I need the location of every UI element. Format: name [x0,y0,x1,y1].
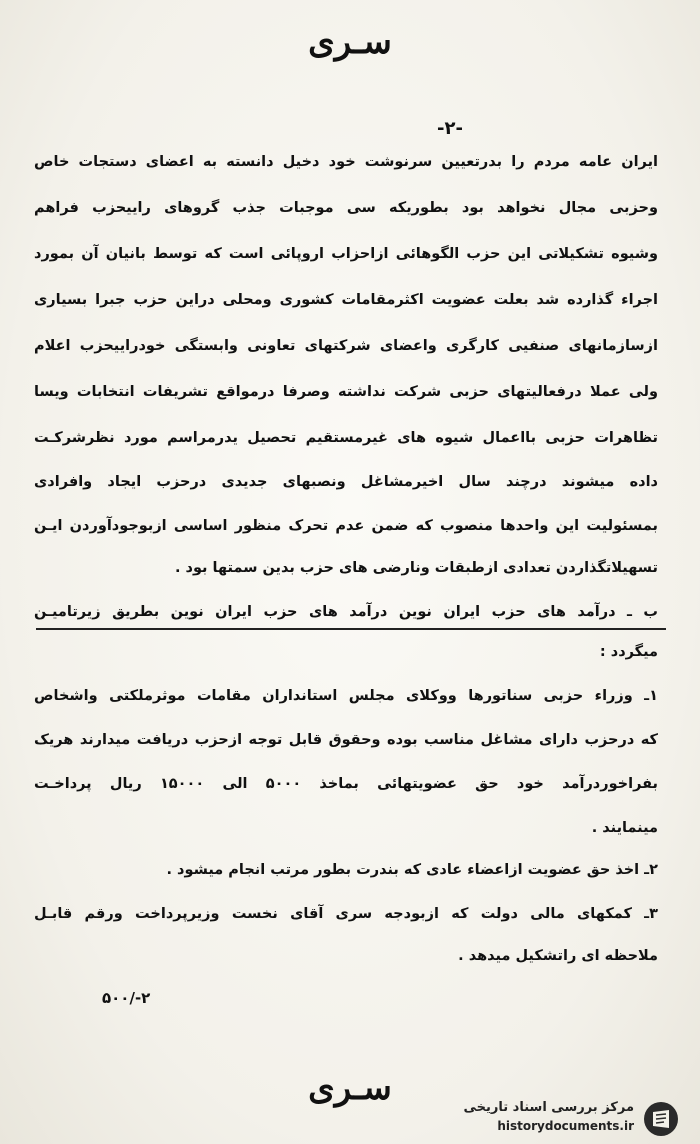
archive-logo-icon [642,1100,680,1138]
classification-bottom: سـرى [308,1068,392,1108]
list-item: ملاحظه ای راتشکیل میدهد . [458,948,658,964]
body-line: داده میشوند درچند سال اخیرمشاغل ونصبهای جدیدی درحزب ایجاد وافرادی [34,474,658,490]
watermark [410,1098,680,1140]
body-line: تظاهرات حزبی بااعمال شیوه های غیرمستقیم تحصیل یدرمراسم مورد نظرشرکـت [34,430,658,446]
watermark-title: مرکز بررسی اسناد تاریخی [463,1100,634,1115]
list-item: ۳ـ کمکهای مالی دولت که ازبودجه سری آقای نخست وزیرپرداخت ورقم قابـل [34,906,658,922]
page-number: -۲- [437,118,463,139]
body-line: ایران عامه مردم را بدرتعیین سرنوشت خود دخیل دانسته به اعضای دستجات خاص [34,154,658,170]
list-item: ۱ـ وزراء حزبی سناتورها ووکلای مجلس استانداران مقامات موثرملکتی واشخاص [34,688,658,704]
body-line: اجراء گذارده شد بعلت عضویت اکثرمقامات کشوری ومحلی دراین حزب جبرا بسیاری [34,292,658,308]
body-line: ازسازمانهای صنفیی کارگری واعضای شرکتهای تعاونی وابستگی خودراییحزب اعلام [34,338,658,354]
section-heading: ب ـ درآمد های حزب ایران نوین درآمد های حزب ایران نوین بطریق زیرتامیـن [34,604,658,620]
list-item: بفراخوردرآمد خود حق عضویتهائی بماخذ ۵۰۰۰ الی ۱۵۰۰۰ ریال پرداخـت [34,776,658,792]
classification-top: سـرى [308,22,392,62]
body-line: وشیوه تشکیلاتی این حزب الگوهائی ازاحزاب اروپائی است که توسط بانیان آن بمورد [34,246,658,262]
watermark-url: historydocuments.ir [497,1119,634,1133]
body-line: ولی عملا درفعالیتهای حزبی شرکت نداشته وصرفا درمواقع تشریفات انتخابات ویسا [34,384,658,400]
list-item: مینمایند . [591,820,658,836]
reference-number: ۵۰۰/-۲ [102,989,151,1007]
body-line: وحزبی مجال نخواهد بود بطوریکه سی موجبات جذب گروهای راییحزب فراهم [34,200,658,216]
list-item: که درحزب دارای مشاغل مناسب بوده وحقوق قابل توجه ازحزب دریافت میدارند هریک [34,732,658,748]
list-item: ۲ـ اخذ حق عضویت ازاعضاء عادی که بندرت بطور مرتب انجام میشود . [166,862,658,878]
body-line: تسهیلاتگذاردن تعدادی ازطبقات ونارضی های حزب بدین سمتها بود . [174,560,658,576]
section-heading-continuation: میگردد : [599,644,658,660]
body-line: بمسئولیت این واحدها منصوب که ضمن عدم تحرک منظور اساسی ازبوجودآوردن ایـن [34,518,658,534]
section-underline [36,628,666,630]
